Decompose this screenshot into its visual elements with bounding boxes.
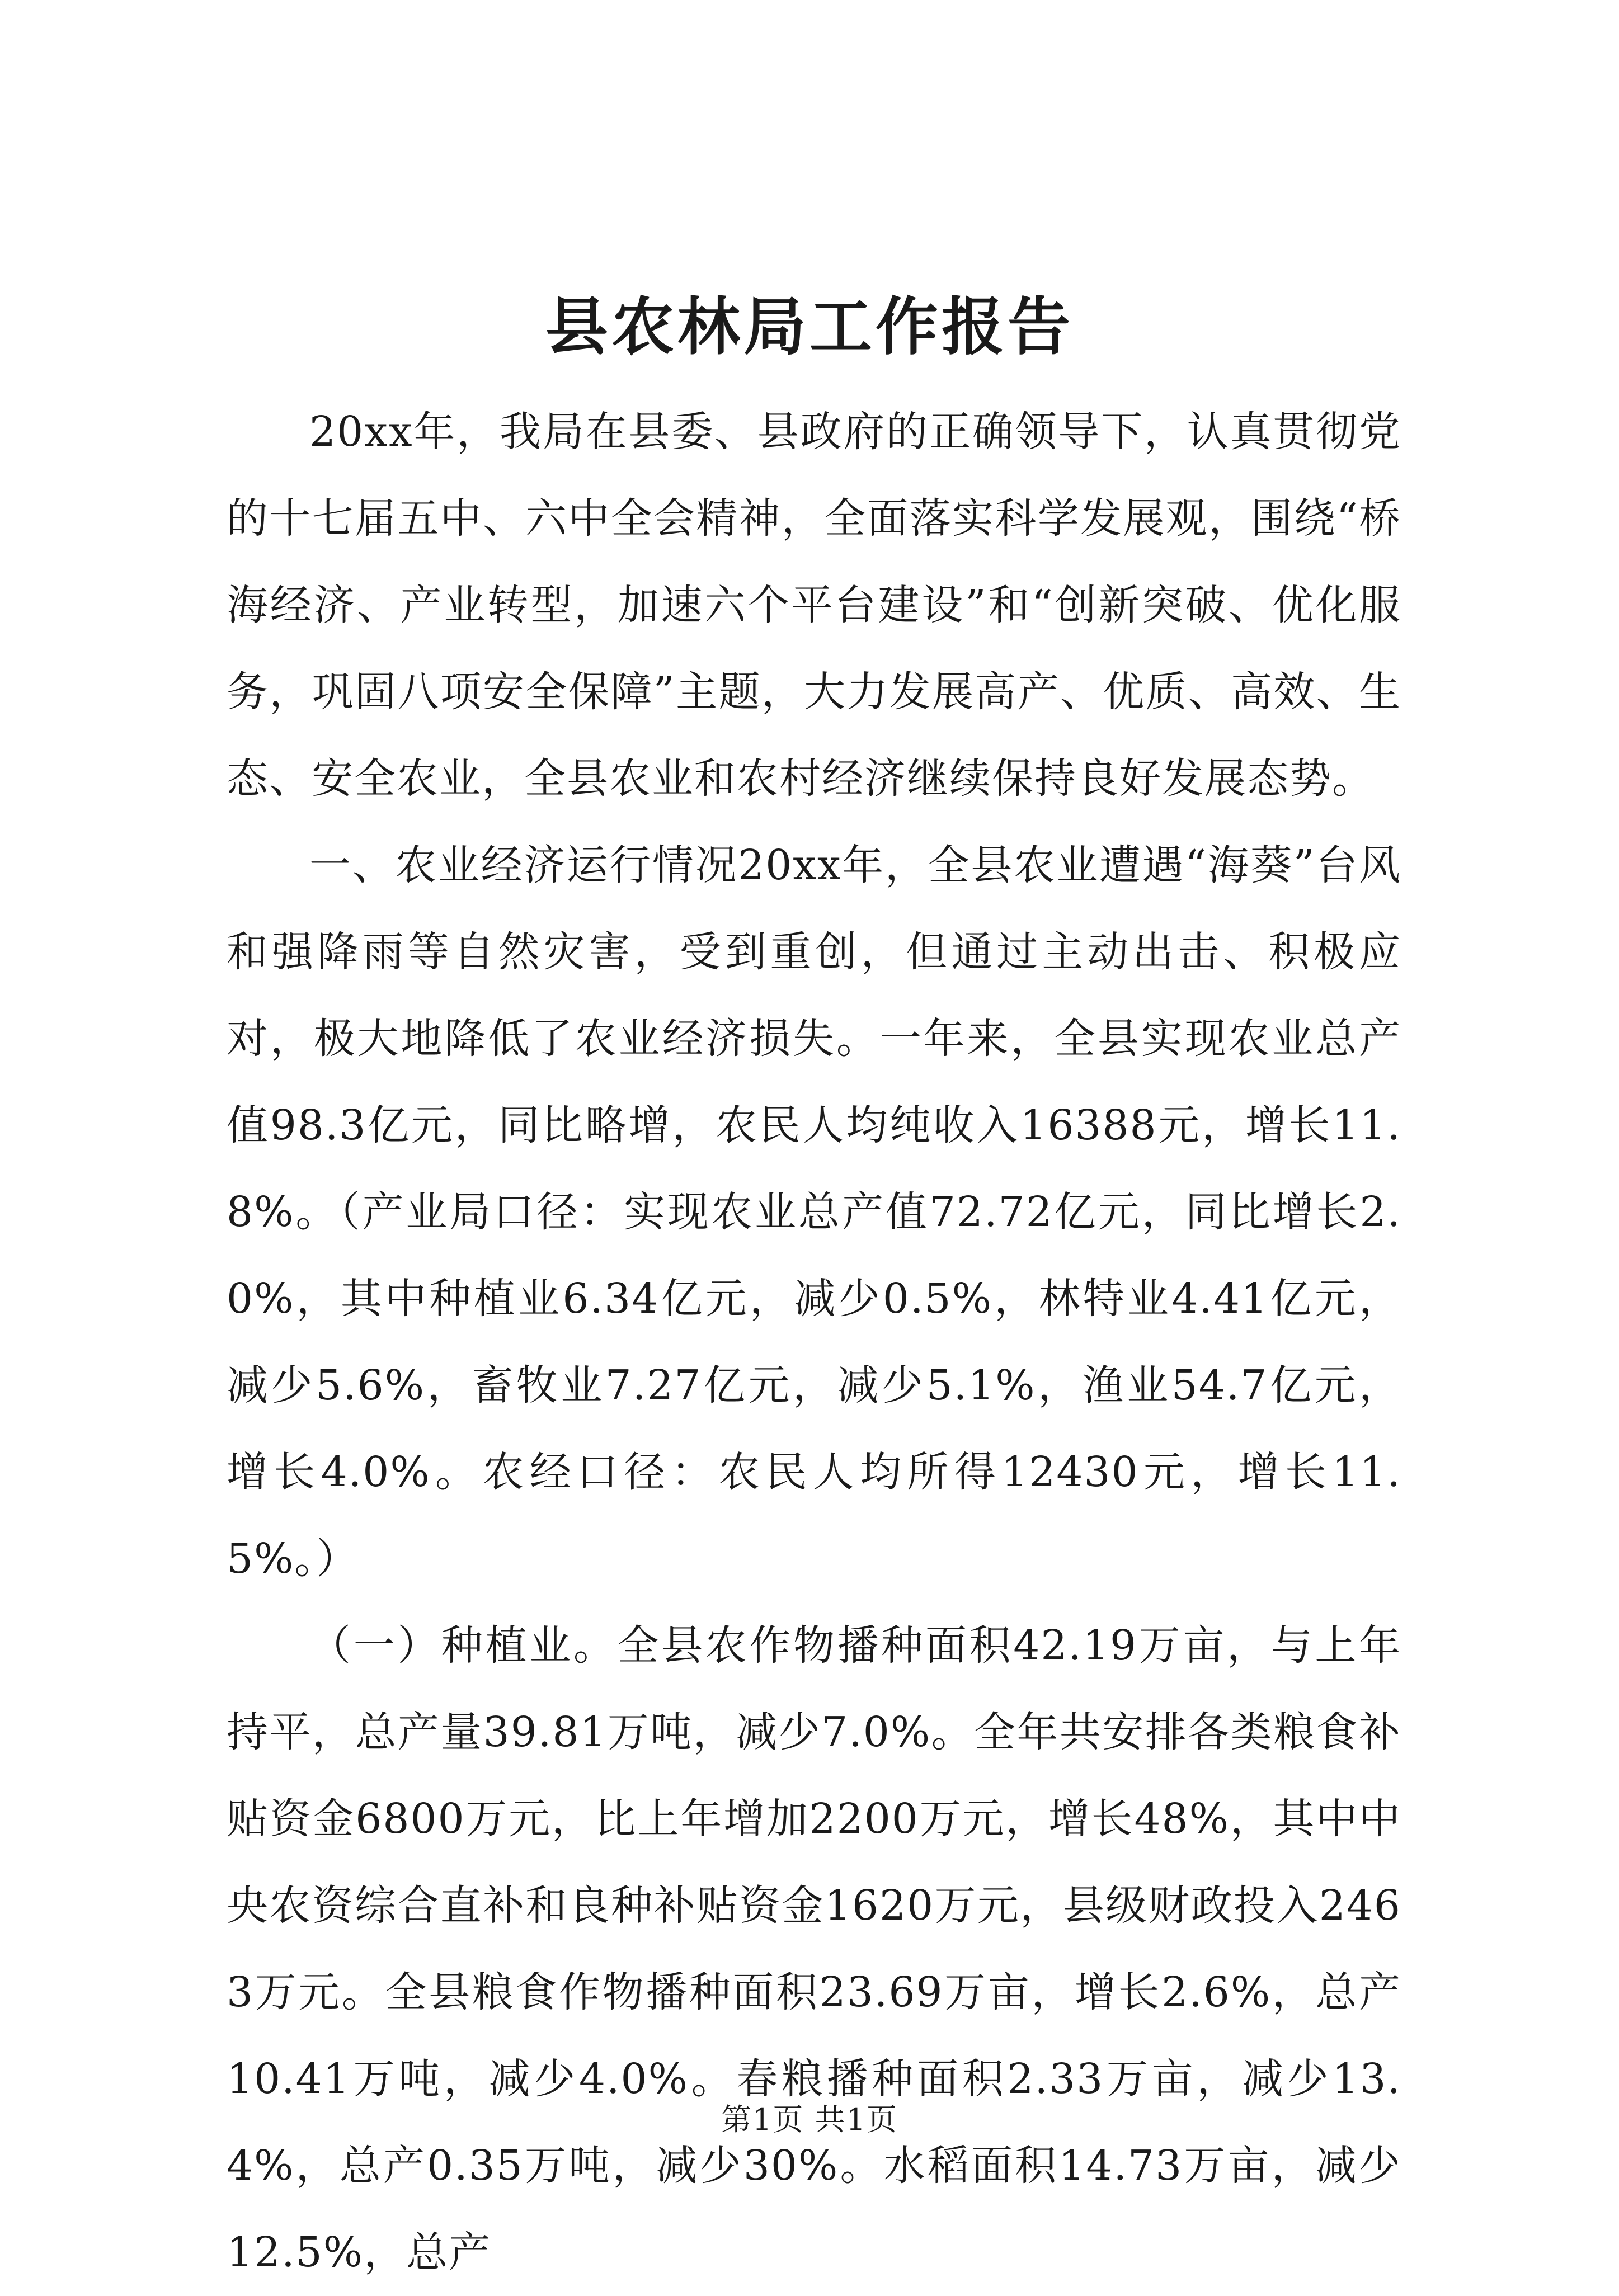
document-body	[227, 389, 1401, 2296]
paragraph-planting: （一）种植业。全县农作物播种面积42.19万亩，与上年持平，总产量39.81万吨，减少7.0%。全年共安排各类粮食补贴资金6800万元，比上年增加2200万元，增长48%，其中中央农资综合直补和良种补贴资金1620万元，县级财政投入2463万元。全县粮食作物播种面积23.69万亩，增长2.6%，总产10.41万吨，减少4.0%。春粮播种面积2.33万亩，减少13.4%，总产0.35万吨，减少30%。水稻面积14.73万亩，减少12.5%，总产	[227, 1621, 1401, 2276]
document-title: 县农林局工作报告	[545, 290, 1074, 364]
paragraph-economy-overview: 一、农业经济运行情况20xx年，全县农业遭遇“海葵”台风和强降雨等自然灾害，受到重创，但通过主动出击、积极应对，极大地降低了农业经济损失。一年来，全县实现农业总产值98.3亿元，同比略增，农民人均纯收入16388元，增长11.8%。（产业局口径：实现农业总产值72.72亿元，同比增长2.0%，其中种植业6.34亿元，减少0.5%，林特业4.41亿元，减少5.6%，畜牧业7.27亿元，减少5.1%，渔业54.7亿元，增长4.0%。农经口径：农民人均所得12430元，增长11.5%。）	[227, 841, 1401, 1583]
paragraph-intro: 20xx年，我局在县委、县政府的正确领导下，认真贯彻党的十七届五中、六中全会精神，全面落实科学发展观，围绕“桥海经济、产业转型，加速六个平台建设”和“创新突破、优化服务，巩固八项安全保障”主题，大力发展高产、优质、高效、生态、安全农业，全县农业和农村经济继续保持良好发展态势。	[227, 408, 1401, 803]
page-footer: 第1页 共1页	[721, 2102, 898, 2137]
